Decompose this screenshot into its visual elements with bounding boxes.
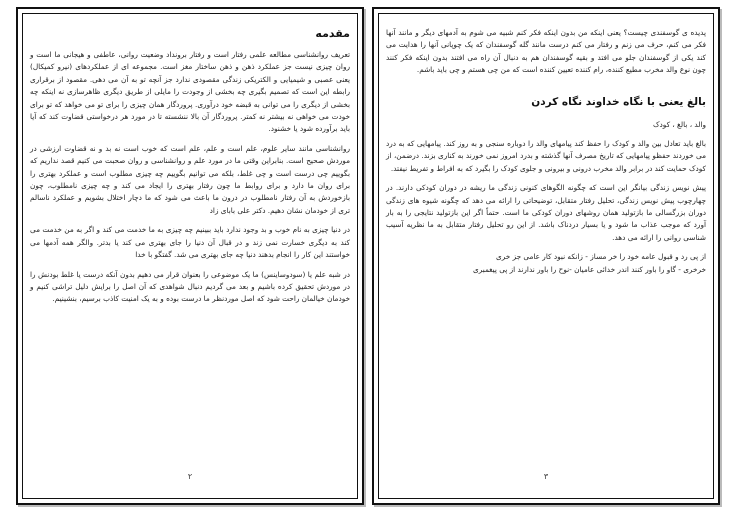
poem-line: خرخری - گاو را باور کنند اندر خدائی عامیان -نوح را باور ندارند از پی پیغمبری	[473, 264, 706, 274]
left-page-content	[30, 27, 350, 313]
section-heading: بالغ یعنی با نگاه خداوند نگاه کردن	[531, 95, 706, 108]
paragraph: در دنیا چیزی به نام خوب و بد وجود ندارد باید ببینیم چه چیزی به ما خدمت می کند و اگر به من خدمت می کند به دیگری خسارت نمی زند و در قبال آن دنیا را جای بهتری می کند یا بدتر. والگر همه آدمها می خواستند این کار را انجام بدهند دنیا چه جای بهتری می شد. گفتگو با خدا	[30, 225, 350, 260]
paragraph: تعریف روانشناسی مطالعه علمی رفتار است و رفتار برونداد وضعیت روانی، عاطفی و هیجانی ما است و روان چیزی نیست جز عملکرد ذهن و ذهن ساختار مغز است. مجموعه ای از عملکردهای (نیرو کمیکال) یعنی عصبی و شیمیایی و الکتریکی زندگی مقصودی ندارد جز آنچه تو به آن می دهی. مقصود از برقراری رابطه این است که تصمیم بگیری چه بخشی از وجودت را مایلی از طریق دیگری ظاهرسازی نه اینکه چه بخشی از دیگری را می توانی به قبضه خود درآوری. پروردگار همان چیزی را برای تو می خواهد که تو برای خودت می خواهی نه بیشتر نه کمتر. پروردگار آن بالا ننشسته تا در مورد هر درخواستی قضاوت کند که آیا باید برآورده شود یا خشنود.	[30, 50, 350, 134]
page-number: ۲	[187, 472, 193, 481]
right-page	[372, 7, 720, 505]
paragraph: روانشناسی مانند سایر علوم، علم است و علم، علم است که خوب است نه بد و نه قضاوت ارزشی در موردش صحیح است. بنابراین وقتی ما در مورد علم و روانشناسی و روان صحبت می کنیم قصد نداریم که بگوییم چی درست است و چی غلط، بلکه می توانیم بگوییم چه چیزی مطلوب است و عملکرد بهتری را برای روان ما دارد و برای روابط ما چون رفتار بهتری را ایجاد می کند و چه چیزی نامطلوب، چون بازخوردش به آن رفتار نامطلوب در درون ما باعث می شود که ما دچار اختلال بشویم و عملکرد ناسالم تری از خودمان نشان دهیم. دکتر علی بابای زاد	[30, 143, 350, 215]
subheading: والد ، بالغ ، کودک	[653, 119, 706, 129]
poem	[386, 251, 706, 276]
paragraph: در شبه علم یا (سودوساینس) ما یک موضوعی را بعنوان قرار می دهیم بدون آنکه درست یا غلط بودنش را در موردش تحقیق کرده باشیم و بعد می گردیم دنبال شواهدی که آن اصل را برایش دلیل تراشی کنیم و خودمان خیالمان راحت شود که اصل موردنظر ما درست بوده و به یک امنیت کاذب برسیم، بنشینیم.	[30, 269, 350, 304]
paragraph: پیش نویس زندگی بیانگر این است که چگونه الگوهای کنونی زندگی ما ریشه در دوران کودکی دارند. در چهارچوب پیش نویس زندگی، تحلیل رفتار متقابل، توضیحاتی را ارائه می دهد که چگونه شیوه های زندگی دوران بزرگسالی ما بازتولید همان روشهای دوران کودکی ما است. حتماً اگر این بازتولید نتایجی را به بار آورد که موجب عذاب ما شود و یا بسیار دردناک باشد. از این رو تحلیل رفتار متقابل به ما نظریه آسیب شناسی روانی را ارائه می دهد.	[386, 183, 706, 242]
right-page-content	[386, 27, 706, 276]
left-page	[16, 7, 364, 505]
paragraph: بالغ باید تعادل بین والد و کودک را حفظ کند پیامهای والد را دوباره سنجی و به روز کند. پیامهایی که به درد می خوردند حفظو پیامهایی که تاریخ مصرف آنها گذشته و بدرد امروز نمی خورند به کناری بزند. درضمن، از کودک حمایت کند در برابر والد مخرب درونی و بیرونی و جلوی کودک را بگیرد که به افراط و تفریط نیفتد.	[386, 139, 706, 173]
page-number: ۳	[543, 472, 549, 481]
page-heading: مقدمه	[315, 27, 350, 40]
paragraph: پدیده ی گوسفندی چیست؟ یعنی اینکه من بدون اینکه فکر کنم شبیه می شوم به آدمهای دیگر و مانند آنها فکر می کنم، حرف می زنم و رفتار می کنم درست مانند گله گوسفندان که یک چوپانی آنها را هدایت می کند یکی از گوسفندان جلو می افتد و بقیه گوسفندان هم به دنبال آن راه می افتند بدون اینکه فکر کنند چون نوع والد مخرب مطیع کننده، رام کننده تعیین کننده است که من چی هستم و چی باید باشم.	[386, 28, 706, 75]
poem-line: از پی رد و قبول عامه خود را خر مساز - زانکه نبود کار عامی جز خری	[496, 252, 706, 262]
